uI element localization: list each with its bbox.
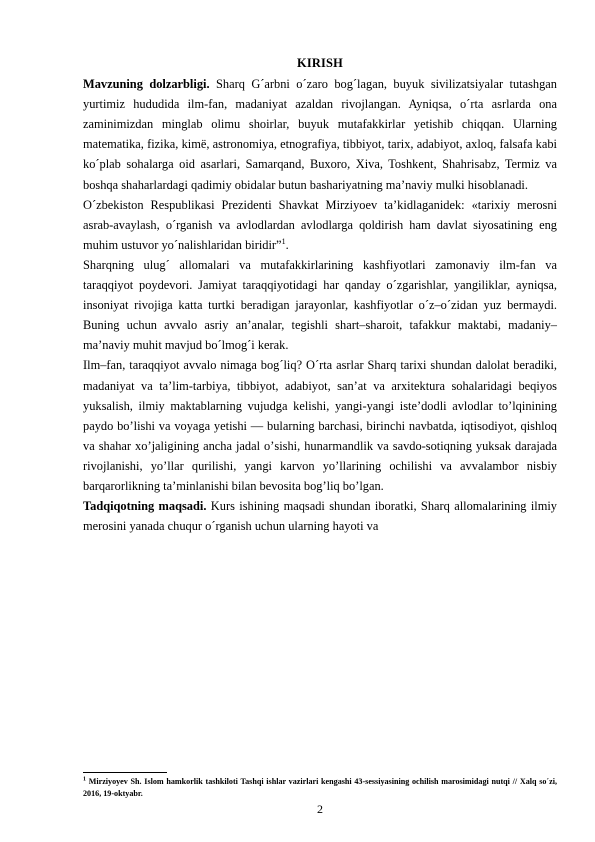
discoveries-text: Sharqning ulug´ allomalari va mutafakkirlarining kashfiyotlari zamonaviy ilm-fan va taraqqiyot poydevori. Jamiyat taraqqiyotidagi har qanday o´zgarishlar, yangiliklar, ayniqsa, insoniyat rivojiga katta turtki beradigan jarayonlar, kashfiyotlar o´z–o´zidan yuz bermaydi. Buning uchun avvalo asriy anʼanalar, tegishli shart–sharoit, tafakkur maktabi, madaniy–maʼnaviy muhit mavjud bo´lmog´i kerak.: [83, 257, 557, 353]
footnote-divider: [83, 772, 167, 773]
relevance-text: Sharq G´arbni o´zaro bog´lagan, buyuk sivilizatsiyalar tutashgan yurtimiz hududida ilm-fan, madaniyat azaldan rivojlangan. Ayniqsa, o´rta asrlarda ona zaminimizdan minglab olimu shoirlar, buyuk mutafakkirlar yetishib chiqqan. Ularning matematika, fizika, kimё, astronomiya, etnografiya, tibbiyot, tarix, adabiyot, axloq, falsafa kabi ko´plab sohalarga oid asarlari, Samarqand, Buxoro, Xiva, Toshkent, Shahrisabz, Termiz va boshqa shaharlardagi qadimiy obidalar butun bashariyatning maʼnaviy mulki hisoblanadi.: [83, 77, 557, 192]
paragraph-research-aim: [83, 496, 557, 536]
paragraph-discoveries: [83, 255, 557, 355]
page-number: 2: [317, 802, 323, 816]
quote-end: .: [285, 237, 289, 252]
paragraph-president-quote: [83, 195, 557, 255]
section-heading: KIRISH: [297, 56, 343, 70]
quote-text: O´zbekiston Respublikasi Prezidenti Shavkat Mirziyoev taʼkidlaganidek: «tarixiy merosni asrab-avaylash, o´rganish va avlodlardan avlodlarga qoldirish ham davlat siyosatining eng muhim ustuvor yo´nalishlaridan biridir”: [83, 197, 557, 252]
footnote: [83, 776, 557, 800]
footnote-reference[interactable]: 1: [281, 236, 286, 246]
science-progress-text: Ilm–fan, taraqqiyot avvalo nimaga bog´liq? O´rta asrlar Sharq tarixi shundan dalolat beradiki, madaniyat va taʼlim-tarbiya, tibbiyot, adabiyot, sanʼat va arxitektura sohalaridagi beqiyos yuksalish, ilmiy maktablarning vujudga kelishi, yangi-yangi isteʼdodli avlodlar toʼlqinining paydo boʼlishi va voyaga yetishi — bularning barchasi, birinchi navbatda, iqtisodiyot, qishloq va shahar xoʼjaligining ancha jadal oʼsishi, hunarmandlik va savdo-sotiqning yuksak darajada rivojlanishi, yoʼllar qurilishi, yangi karvon yoʼllarining ochilishi va avvalambor nisbiy barqarorlikning taʼminlanishi bilan bevosita bogʼliq boʼlgan.: [83, 358, 557, 493]
paragraph-relevance: [83, 74, 557, 195]
relevance-lead: Mavzuning dolzarbligi.: [83, 77, 210, 92]
paragraph-science-progress: [83, 355, 557, 496]
footnote-text: Mirziyoyev Sh. Islom hamkorlik tashkiloti Tashqi ishlar vazirlari kengashi 43-sessiyasining ochilish marosimidagi nutqi // Xalq so´zi, 2016, 19-oktyabr.: [83, 777, 557, 798]
footnote-marker: 1: [83, 776, 86, 783]
research-aim-text: Kurs ishining maqsadi shundan iboratki, Sharq allomalarining ilmiy merosini yanada chuqur o´rganish uchun ularning hayoti va: [83, 499, 557, 534]
main-text: [83, 53, 557, 536]
research-aim-lead: Tadqiqotning maqsadi.: [83, 499, 207, 514]
